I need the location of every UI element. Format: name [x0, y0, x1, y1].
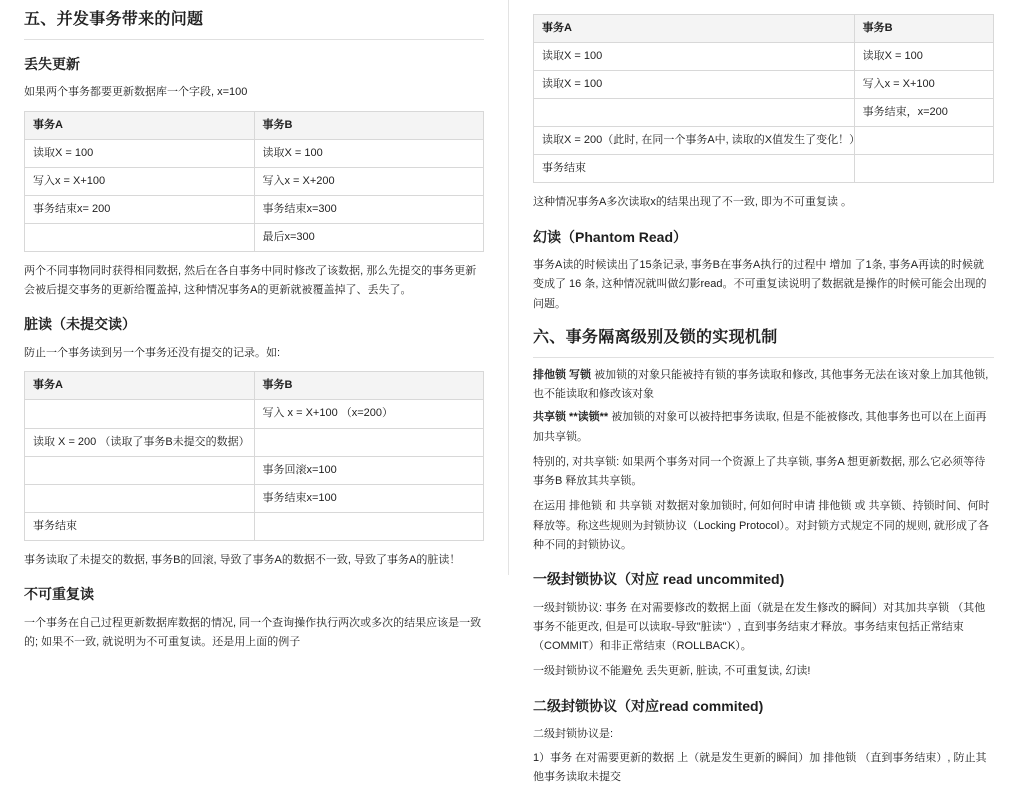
cell [25, 400, 255, 428]
dirty-read-intro: 防止一个事务读到另一个事务还没有提交的记录。如: [24, 347, 281, 360]
heading-dirty-read: 脏读（未提交读） [24, 316, 136, 333]
shared-lock-paragraph [533, 408, 994, 447]
table-row [25, 456, 484, 484]
cell [534, 99, 855, 127]
table-row [25, 400, 484, 428]
column-header-tx-a: 事务A [25, 111, 255, 139]
cell [254, 428, 484, 456]
table-header-row [25, 372, 484, 400]
table-row [534, 155, 994, 183]
non-repeatable-explain: 一个事务在自己过程更新数据库数据的情况, 同一个查询操作执行两次或多次的结果应该是一致的; 如果不一致, 就说明为不可重复读。还是用上面的例子 [24, 616, 482, 648]
exclusive-lock-paragraph [533, 366, 994, 405]
cell: 写入 x = X+100 （x=200） [254, 400, 484, 428]
section-heading-five: 五、并发事务带来的问题 [24, 8, 484, 40]
table-row [25, 428, 484, 456]
non-repeatable-note: 这种情况事务A多次读取x的结果出现了不一致, 即为不可重复读 。 [533, 196, 853, 209]
cell: 事务结束x= 200 [25, 195, 255, 223]
table-row [25, 223, 484, 251]
shared-lock-special: 特别的, 对共享锁: 如果两个事务对同一个资源上了共享锁, 事务A 想更新数据, 那么它必须等待 事务B 释放其共享锁。 [533, 455, 986, 488]
cell: 读取X = 100 [534, 43, 855, 71]
phantom-read-explain: 事务A读的时候读出了15条记录, 事务B在事务A执行的过程中 增加 了1条, 事务A再读的时候就变成了 16 条, 这种情况就叫做幻影read。不可重复读说明了数据就是操作的时候可能会出现的问题。 [533, 259, 987, 310]
table-row [534, 43, 994, 71]
cell: 事务结束 [25, 512, 255, 540]
cell [254, 512, 484, 540]
left-column [0, 0, 509, 648]
table-row [25, 167, 484, 195]
cell [25, 456, 255, 484]
heading-level2-protocol: 二级封锁协议（对应read commited) [533, 697, 764, 714]
level1-protocol-note: 一级封锁协议不能避免 丢失更新, 脏读, 不可重复读, 幻读! [533, 665, 811, 678]
shared-lock-text: 被加锁的对象可以被持把事务读取, 但是不能被修改, 其他事务也可以在上面再加共享锁。 [533, 411, 987, 443]
heading-level1-protocol: 一级封锁协议（对应 read uncommited) [533, 571, 785, 588]
cell: 事务回滚x=100 [254, 456, 484, 484]
cell: 事务结束，x=200 [854, 99, 993, 127]
cell: 写入x = X+100 [25, 167, 255, 195]
table-row [25, 512, 484, 540]
heading-phantom-read: 幻读（Phantom Read） [533, 228, 688, 245]
lost-update-explain: 两个不同事物同时获得相同数据, 然后在各自事务中同时修改了该数据, 那么先提交的事务更新会被后提交事务的更新给覆盖掉, 这种情况事务A的更新就被覆盖掉了、丢失了。 [24, 264, 477, 297]
locking-protocol-paragraph: 在运用 排他锁 和 共享锁 对数据对象加锁时, 何如何时申请 排他锁 或 共享锁、持锁时间、何时释放等。称这些规则为封锁协议（Locking Protocol）。对封锁方式规定不同的规则, 就形成了各种不同的封锁协议。 [533, 500, 990, 551]
dirty-read-explain: 事务读取了未提交的数据, 事务B的回滚, 导致了事务A的数据不一致, 导致了事务A的脏读！ [24, 553, 461, 566]
exclusive-lock-label: 排他锁 写锁 [533, 368, 592, 381]
table-header-row [25, 111, 484, 139]
table-row [25, 139, 484, 167]
table-row [534, 71, 994, 99]
level2-protocol-item1: 1）事务 在对需要更新的数据 上（就是发生更新的瞬间）加 排他锁 （直到事务结束）, 防止其他事务读取未提交 [533, 751, 987, 783]
exclusive-lock-text: 被加锁的对象只能被持有锁的事务读取和修改, 其他事务无法在该对象上加其他锁, 也不能读取和修改该对象 [533, 368, 989, 401]
level1-protocol-text: 一级封锁协议: 事务 在对需要修改的数据上面（就是在发生修改的瞬间）对其加共享锁 （其他事务不能更改, 但是可以读取-导致"脏读"）, 直到事务结束才释放。事务结束包括正常结束（COMMIT）和非正常结束（ROLLBACK）。 [533, 601, 986, 653]
cell [25, 484, 255, 512]
cell [25, 223, 255, 251]
table-row [25, 484, 484, 512]
heading-lost-update: 丢失更新 [24, 55, 80, 72]
cell: 读取X = 200（此时, 在同一个事务A中, 读取的X值发生了变化！） [534, 127, 855, 155]
column-header-tx-a: 事务A [25, 372, 255, 400]
cell: 读取X = 100 [25, 139, 255, 167]
heading-non-repeatable-read: 不可重复读 [24, 585, 94, 602]
lost-update-table [24, 111, 484, 252]
table-row [25, 195, 484, 223]
shared-lock-label: 共享锁 **读锁** [533, 411, 609, 424]
lost-update-intro: 如果两个事务都要更新数据库一个字段, x=100 [24, 86, 248, 99]
cell: 事务结束 [534, 155, 855, 183]
table-header-row [534, 15, 994, 43]
column-header-tx-b: 事务B [254, 111, 484, 139]
cell: 读取X = 100 [854, 43, 993, 71]
column-header-tx-b: 事务B [254, 372, 484, 400]
table-row [534, 127, 994, 155]
right-column [509, 0, 1018, 783]
cell: 写入x = X+200 [254, 167, 484, 195]
cell: 事务结束x=100 [254, 484, 484, 512]
column-header-tx-b: 事务B [854, 15, 993, 43]
cell [854, 127, 993, 155]
cell: 事务结束x=300 [254, 195, 484, 223]
cell [854, 155, 993, 183]
cell: 读取X = 100 [254, 139, 484, 167]
section-heading-six: 六、事务隔离级别及锁的实现机制 [533, 326, 994, 358]
cell: 读取X = 100 [534, 71, 855, 99]
column-header-tx-a: 事务A [534, 15, 855, 43]
cell: 最后x=300 [254, 223, 484, 251]
non-repeatable-read-table [533, 14, 994, 183]
level2-protocol-intro: 二级封锁协议是: [533, 728, 614, 741]
cell: 读取 X = 200 （读取了事务B未提交的数据） [25, 428, 255, 456]
table-row [534, 99, 994, 127]
cell: 写入x = X+100 [854, 71, 993, 99]
dirty-read-table [24, 371, 484, 540]
